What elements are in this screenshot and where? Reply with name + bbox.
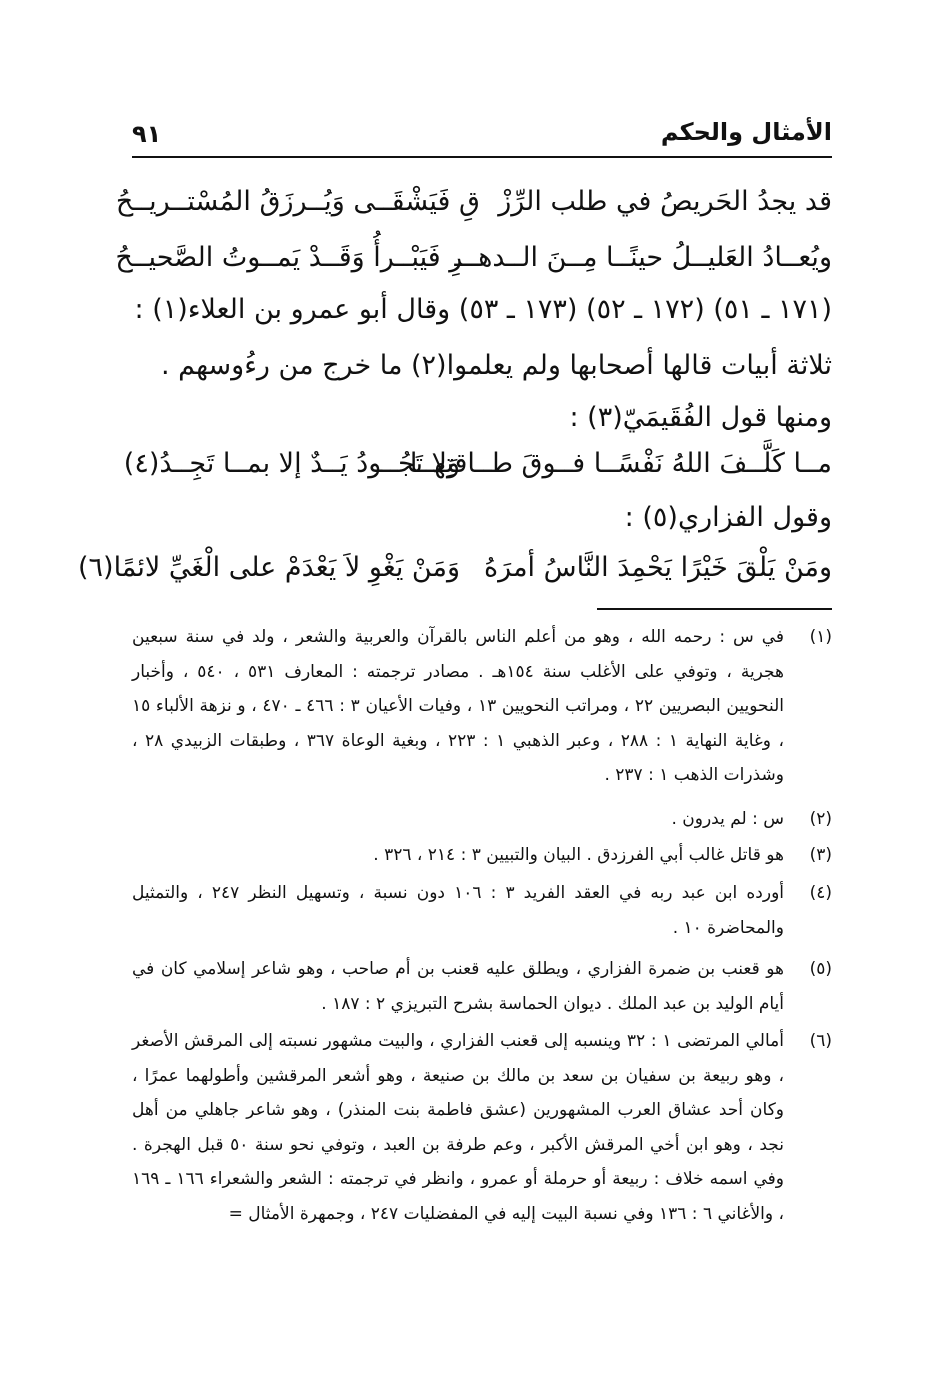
footnote-text: أمالي المرتضى ١ : ٣٢ وينسبه إلى قعنب الفزاري ، والبيت مشهور نسبته إلى المرقش الأصغر ، وهو ربيعة بن سفيان بن سعد بن مالك بن صنيعة ، وهو أشعر المرقشين وأطولهما عمرًا ، وكان أحد عشاق العرب المشهورين (عشق فاطمة بنت المنذر) ، وهو شاعر جاهلي من أهل نجد ، وهو ابن أخي المرقش الأكبر ، وعم طرفة بن العبد ، وتوفي نحو سنة ٥٠ قبل الهجرة . وفي اسمه خلاف : ربيعة أو حرملة أو عمرو ، وانظر في ترجمته : الشعر والشعراء ١٦٦ ـ ١٦٩ ، والأغاني ٦ : ١٣٦ وفي نسبة البيت إليه في المفضليات ٢٤٧ ، وجمهرة الأمثال =	[132, 1031, 784, 1224]
verse-3-second-hemistich: وَلا تَجُــودُ يَــدٌ إلا بمــا تَجِــدُ(٤)	[123, 448, 460, 479]
footnote-number: (٥)	[809, 959, 832, 979]
footnote-text: هو قعنب بن ضمرة الفزاري ، ويطلق عليه قعنب بن أم صاحب ، وهو شاعر إسلامي كان في أيام الوليد بن عبد الملك . ديوان الحماسة بشرح التبريزي ٢ : ١٨٧ .	[132, 959, 784, 1014]
verse-4-second-hemistich: وَمَنْ يَغْوِ لاَ يَعْدَمْ على الْغَيِّ لائمًا(٦)	[77, 552, 460, 583]
footnote-3	[132, 838, 832, 873]
chapter-title: الأمثال والحكم	[660, 118, 832, 146]
footnote-number: (٦)	[809, 1031, 832, 1051]
verse-2-second-hemistich: ــرِ فَيَبْــرأُ وَقَــدْ يَمــوتُ الصَّحيــحُ	[115, 242, 480, 273]
footnote-text: هو قاتل غالب أبي الفرزدق . البيان والتبيين ٣ : ٢١٤ ، ٣٢٦ .	[373, 845, 784, 865]
running-header	[132, 118, 832, 154]
page-number: ٩١	[132, 120, 162, 148]
footnote-number: (١)	[809, 627, 832, 647]
fazari-line: وقول الفزاري(٥) :	[624, 502, 832, 533]
proverb-intro-line: (١٧١ ـ ٥١) (١٧٢ ـ ٥٢) (١٧٣ ـ ٥٣) وقال أبو عمرو بن العلاء(١) :	[134, 294, 832, 325]
footnote-4	[132, 876, 832, 946]
footnote-number: (٢)	[809, 809, 832, 829]
footnote-separator	[597, 608, 832, 610]
footnote-6	[132, 1024, 832, 1239]
footnote-5	[132, 952, 832, 1022]
verse-4-first-hemistich: ومَنْ يَلْقَ خَيْرًا يَحْمِدَ النَّاسُ أمرَهُ	[484, 552, 832, 583]
verse-3-first-hemistich: مــا كَلَّــفَ اللهُ نَفْسًــا فــوقَ طــاقتِهــا	[409, 448, 832, 479]
footnote-2	[132, 802, 832, 837]
footnote-text: س : لم يدرون .	[671, 809, 784, 829]
footnote-number: (٣)	[809, 845, 832, 865]
footnote-text: أورده ابن عبد ربه في العقد الفريد ٣ : ١٠٦ دون نسبة ، وتسهيل النظر ٢٤٧ ، والتمثيل والمحاضرة ١٠ .	[132, 883, 784, 938]
footnote-text: في س : رحمه الله ، وهو من أعلم الناس بالقرآن والعربية والشعر ، ولد في سنة سبعين هجرية ، وتوفي على الأغلب سنة ١٥٤هـ . مصادر ترجمته : المعارف ٥٣١ ، ٥٤٠ ، وأخبار النحويين البصريين ٢٢ ، ومراتب النحويين ١٣ ، وفيات الأعيان ٣ : ٤٦٦ ـ ٤٧٠ ، و نزهة الألباء ١٥ ، وغاية النهاية ١ : ٢٨٨ ، وعبر الذهبي ١ : ٢٢٣ ، وبغية الوعاة ٣٦٧ ، وطبقات الزبيدي ٢٨ ، وشذرات الذهب ١ : ٢٣٧ .	[132, 627, 785, 785]
verse-2-first-hemistich: ويُعــادُ العَليــلُ حينًــا مِــنَ الــدهـــ	[454, 242, 832, 273]
saying-line: ثلاثة أبيات قالها أصحابها ولم يعلموا(٢) ما خرج من رءُوسهم .	[160, 350, 832, 381]
footnote-1	[132, 620, 832, 795]
verse-1-second-hemistich: قِ فَيَشْقَــى وَيُــرزَقُ المُسْتــريــحُ	[115, 186, 480, 217]
verse-1-first-hemistich: قد يجدُ الحَريصُ في طلب الرِّزْ	[498, 186, 832, 217]
header-rule	[132, 156, 832, 158]
footnote-number: (٤)	[809, 883, 832, 903]
fuqaymi-line: ومنها قول الفُقَيمَيّ(٣) :	[569, 402, 832, 433]
